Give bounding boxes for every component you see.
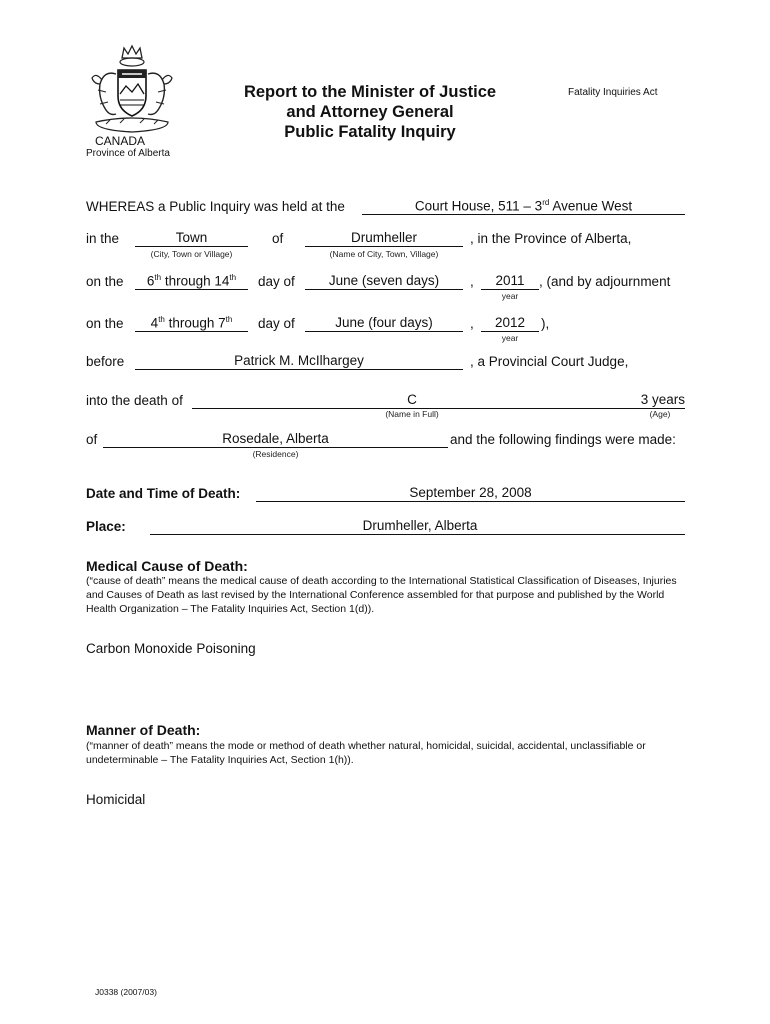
days-value-2: 4th through 7th	[150, 315, 233, 331]
year-caption-2: year	[501, 333, 519, 343]
days-value-1: 6th through 14th	[146, 273, 237, 289]
form-number: J0338 (2007/03)	[95, 987, 157, 997]
town-type-value: Town	[175, 230, 208, 245]
manner-of-death-definition: (“manner of death” means the mode or method of death whether natural, homicidal, suicidal, accidental, unclassifiable or undeterminable – The Fatality Inquiries Act, Section 1(h)).	[86, 740, 646, 766]
on-the-label-2: on the	[86, 316, 124, 331]
days-line-2	[135, 331, 248, 332]
year-value-1: 2011	[495, 273, 525, 288]
place-label: Place:	[86, 519, 126, 534]
name-value: C	[407, 392, 417, 407]
year-suffix-2: ),	[541, 316, 550, 331]
place-line	[150, 534, 685, 535]
town-name-line	[305, 246, 463, 247]
date-of-death-label: Date and Time of Death:	[86, 486, 241, 501]
comma-2: ,	[470, 316, 474, 331]
month-value-2: June (four days)	[335, 315, 433, 330]
age-value: 3 years	[640, 392, 685, 407]
act-label: Fatality Inquiries Act	[568, 87, 658, 98]
findings-text: and the following findings were made:	[450, 432, 676, 447]
medical-cause-value: Carbon Monoxide Poisoning	[86, 641, 256, 656]
manner-of-death-heading: Manner of Death:	[86, 722, 201, 738]
province-text: , in the Province of Alberta,	[470, 231, 632, 246]
manner-of-death-value: Homicidal	[86, 792, 146, 807]
year-line-1	[481, 289, 539, 290]
inquiry-location: Court House, 511 – 3rd Avenue West	[414, 198, 633, 214]
on-the-label-1: on the	[86, 274, 124, 289]
town-name-caption: (Name of City, Town, Village)	[329, 249, 439, 259]
of-label: of	[272, 231, 284, 246]
town-type-line	[135, 246, 248, 247]
before-label: before	[86, 354, 125, 369]
year-line-2	[481, 331, 539, 332]
town-type-caption: (City, Town or Village)	[150, 249, 233, 259]
comma-1: ,	[470, 274, 474, 289]
medical-cause-heading: Medical Cause of Death:	[86, 558, 248, 574]
place-value: Drumheller, Alberta	[362, 518, 478, 533]
page-title	[205, 82, 535, 142]
year-value-2: 2012	[494, 315, 526, 330]
judge-suffix: , a Provincial Court Judge,	[470, 354, 629, 369]
medical-cause-definition: (“cause of death” means the medical cause of death according to the International Statistical Classification of Diseases, Injuries and Causes of Death as last revised by the International Conference assembled for that purpose and published by the World Health Organization – The Fatality Inquiries Act, Section 1(d)).	[86, 575, 677, 615]
age-caption: (Age)	[649, 409, 671, 419]
month-line-2	[305, 331, 463, 332]
province-label: Province of Alberta	[86, 148, 170, 159]
year-caption-1: year	[501, 291, 519, 301]
day-of-label-1: day of	[258, 274, 295, 289]
year-suffix-1: , (and by adjournment	[539, 274, 671, 289]
location-line	[362, 214, 685, 215]
days-line-1	[135, 289, 248, 290]
name-caption: (Name in Full)	[385, 409, 439, 419]
in-the-label: in the	[86, 231, 120, 246]
residence-of-label: of	[86, 432, 98, 447]
residence-caption: (Residence)	[252, 449, 299, 459]
month-line-1	[305, 289, 463, 290]
country-label: CANADA	[95, 134, 146, 148]
town-name-value: Drumheller	[350, 230, 418, 245]
judge-value: Patrick M. McIlhargey	[234, 353, 364, 368]
date-of-death-line	[256, 501, 685, 502]
residence-value: Rosedale, Alberta	[222, 431, 329, 446]
judge-line	[135, 369, 463, 370]
alberta-coat-of-arms	[86, 44, 178, 136]
title-line-1: Report to the Minister of Justice	[243, 83, 497, 101]
date-of-death-value: September 28, 2008	[409, 485, 532, 500]
death-of-label: into the death of	[86, 393, 183, 408]
month-value-1: June (seven days)	[328, 273, 440, 288]
residence-line	[103, 447, 448, 448]
title-line-2: and Attorney General	[286, 103, 454, 121]
day-of-label-2: day of	[258, 316, 295, 331]
whereas-label: WHEREAS a Public Inquiry was held at the	[86, 199, 345, 214]
title-line-3: Public Fatality Inquiry	[284, 123, 456, 141]
